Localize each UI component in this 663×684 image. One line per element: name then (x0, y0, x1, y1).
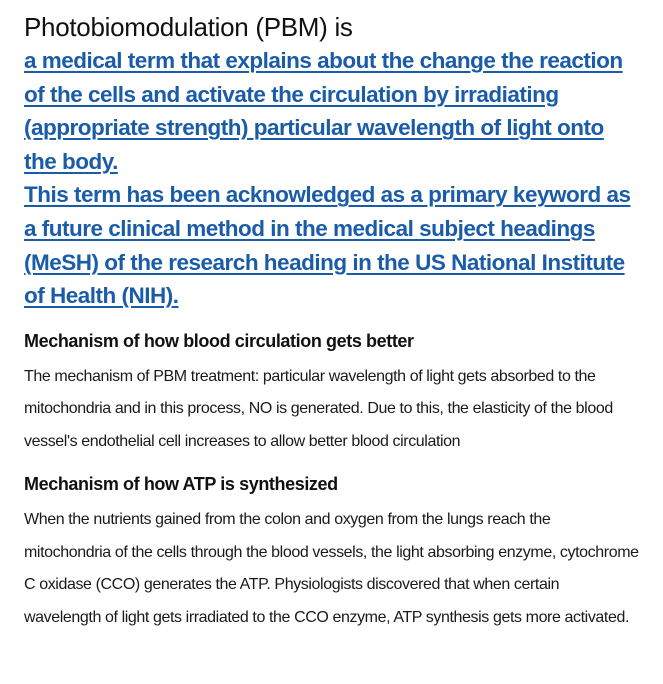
section-body: When the nutrients gained from the colon and oxygen from the lungs reach the mitochondria of the cells through the blood vessels, the light absorbing enzyme, cytochrome C oxidase (CCO) generates the ATP. Physiologists discovered that when certain wavelength of light gets irradiated to the CCO enzyme, ATP synthesis gets more activated. (24, 511, 639, 626)
section-heading: Mechanism of how ATP is synthesized (24, 474, 338, 495)
section-atp-synthesis (24, 468, 639, 634)
page-title: Photobiomodulation (PBM) is (24, 12, 353, 42)
section-blood-circulation (24, 325, 639, 459)
section-body: The mechanism of PBM treatment: particular wavelength of light gets absorbed to the mitochondria and in this process, NO is generated. Due to this, the elasticity of the blood vessel's endothelial cell increases to allow better blood circulation (24, 367, 613, 450)
intro-block (24, 44, 639, 313)
intro-link-definition[interactable]: a medical term that explains about the change the reaction of the cells and activate the circulation by irradiating (appropriate strength) particular wavelength of light onto the body. (24, 48, 623, 174)
intro-link-mesh[interactable]: This term has been acknowledged as a primary keyword as a future clinical method in the medical subject headings (MeSH) of the research heading in the US National Institute of Health (NIH). (24, 182, 631, 309)
section-heading: Mechanism of how blood circulation gets better (24, 330, 414, 351)
